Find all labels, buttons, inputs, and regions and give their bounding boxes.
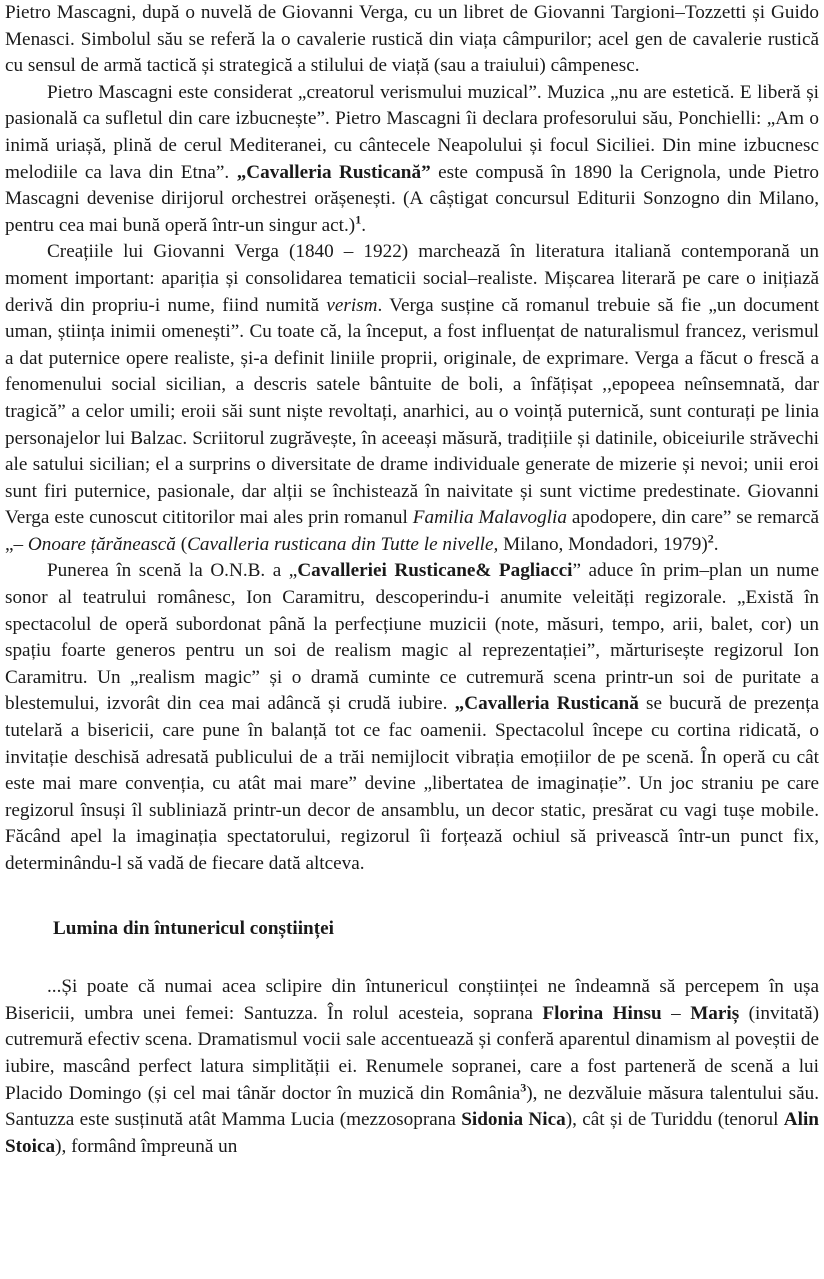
paragraph-text: . [713, 533, 719, 555]
opera-title: „Cavalleria Rusticană [454, 693, 639, 715]
footnote-ref: 1 [355, 212, 362, 227]
paragraph-mascagni [5, 80, 819, 240]
paragraph-verga [5, 239, 819, 558]
section-heading: Lumina din întunericul conștiinței [53, 917, 334, 939]
book-title: Familia Malavoglia [412, 507, 567, 529]
opera-title: Cavalleriei Rusticane& Pagliacci [297, 560, 573, 582]
paragraph-text: se bucură de prezența tutelară a bisericii, care pune în balanță tot ce fac oamenii. Spectacolul începe cu cortina ridicată, o invitație deschisă adresată publicului de a trăi nemijlocit vibrația emoțiilor de pe scenă. În operă cu cât este mai mare convenția, cu atât mai mare” devine „libertatea de imaginație”. Un joc straniu pe care regizorul însuși îl subliniază printr-un decor de ansamblu, un decor static, presărat cu vagi tușe mobile. Făcând apel la imaginația spectatorului, regizorul îi forțează ochiul să privească într-un punct fix, determinându-l să vadă de fiecare dată altceva. [5, 693, 819, 874]
paragraph-text: ” aduce în prim–plan un nume sonor al teatrului românesc, Ion Caramitru, descoperindu-i anumite veleități regizorale. „Există în spectacolul de operă subordonat până la perfecțiune muzicii (note, măsuri, tempo, arii, balet, cor) un spațiu foarte generos pentru un soi de realism magic al reprezentației”, mărturisește regizorul Ion Caramitru. Un „realism magic” și o dramă cuminte ce cutremură scena printr-un soi de puritate a blestemului, izvorât din cea mai adâncă și crudă iubire. [5, 560, 819, 715]
paragraph-text: ), ne dezvăluie măsura talentului său. Santuzza este susținută atât Mamma Lucia (mezzosoprana [5, 1082, 820, 1131]
paragraph-santuzza [5, 974, 819, 1160]
paragraph-text: (invitată) cutremură efectiv scena. Dramatismul vocii sale accentuează și conferă aparentul dinamism al poveștii de iubire, mascând perfect latura simplității ei. Renumele sopranei, care a fost parteneră de scenă a lui Placido Domingo (și cel mai tânăr doctor în muzică din România [5, 1002, 819, 1104]
paragraph-text: Pietro Mascagni este considerat „creatorul verismului muzical”. Muzica „nu are estetică. E liberă și pasională ca sufletul din care izbucnește”. Pietro Mascagni îi declara profesorului său, Ponchielli: „Am o inimă uriașă, plină de cerul Mediteranei, cu cântecele Neapolului și focul Siciliei. Din mine izbucnesc melodiile ca lava din Etna”. [5, 81, 819, 183]
paragraph-text: . Verga susține că romanul trebuie să fie „un document uman, știința inimii omenești”. Cu toate că, la început, a fost influențat de naturalismul francez, verismul a dat puternice opere realiste, și-a definit liniile proprii, originale, de exprimare. Verga a făcut o frescă a fenomenului social sicilian, a descris satele bântuite de boli, a înfățișat ,,epopeea neînsemnată, dar tragică” a celor umili; eroii săi sunt niște revoltați, anarhici, au o voință puternică, sunt conturați pe linia personajelor lui Balzac. Scriitorul zugrăvește, în aceeași măsură, tradițiile și datinile, obiceiurile străvechi ale satului sicilian; el a surprins o diversitate de drame individuale generate de mizerie și nevoi; unii eroi sunt firi puternice, pasionale, dar alții se închistează în naivitate și sunt victime predestinate. Giovanni Verga este cunoscut cititorilor mai ales prin romanul [5, 294, 820, 529]
opera-title: „Cavalleria Rusticană” [236, 161, 431, 183]
footnote-ref: 3 [520, 1080, 527, 1095]
paragraph-text: – [661, 1002, 691, 1024]
footnote-ref: 2 [707, 531, 714, 546]
collection-title: Cavalleria rusticana din Tutte le nivelle, [187, 533, 499, 555]
paragraph-text: ...Și poate că numai acea sclipire din întunericul conștiinței ne îndeamnă să percepem în ușa Bisericii, umbra unei femei: Santuzza. În rolul acesteia, soprana [5, 976, 819, 1024]
paragraph-text: ), formând împreună un [55, 1135, 238, 1157]
paragraph-text: ( [175, 533, 188, 555]
paragraph-staging [5, 558, 819, 877]
performer-name: Alin Stoica [5, 1109, 819, 1157]
paragraph-text: . [361, 214, 366, 236]
story-title: – Onoare țărănească [13, 533, 176, 555]
paragraph-text: apodopere, din care” se remarcă „ [5, 507, 820, 555]
paragraph-text: Milano, Mondadori, 1979) [498, 533, 708, 555]
paragraph-intro-continued [5, 0, 819, 80]
paragraph-text: ), cât și de Turiddu (tenorul [565, 1109, 784, 1131]
performer-name: Mariș [690, 1002, 740, 1024]
emphasis-text: verism [326, 294, 378, 316]
performer-name: Sidonia Nica [461, 1109, 566, 1131]
paragraph-text: Creațiile lui Giovanni Verga (1840 – 1922) marchează în literatura italiană contemporană un moment important: apariția și consolidarea tematicii social–realiste. Mișcarea literară pe care o inițiază derivă din propriu-i nume, fiind numită [5, 241, 819, 316]
paragraph-text: Punerea în scenă la O.N.B. a „ [47, 560, 298, 582]
performer-name: Florina Hinsu [542, 1002, 662, 1024]
paragraph-text: Pietro Mascagni, după o nuvelă de Giovanni Verga, cu un libret de Giovanni Targioni–Tozzetti și Guido Menasci. Simbolul său se referă la o cavalerie rustică din viața câmpurilor; acel gen de cavalerie rustică cu sensul de armă tactică și strategică a stilului de viață (sau a traiului) câmpenesc. [5, 2, 819, 77]
document-page [5, 0, 819, 1160]
paragraph-text: este compusă în 1890 la Cerignola, unde Pietro Mascagni devenise dirijorul orchestrei orășenești. (A câștigat concursul Editurii Sonzogno din Milano, pentru cea mai bună operă într-un singur act.) [5, 161, 819, 236]
